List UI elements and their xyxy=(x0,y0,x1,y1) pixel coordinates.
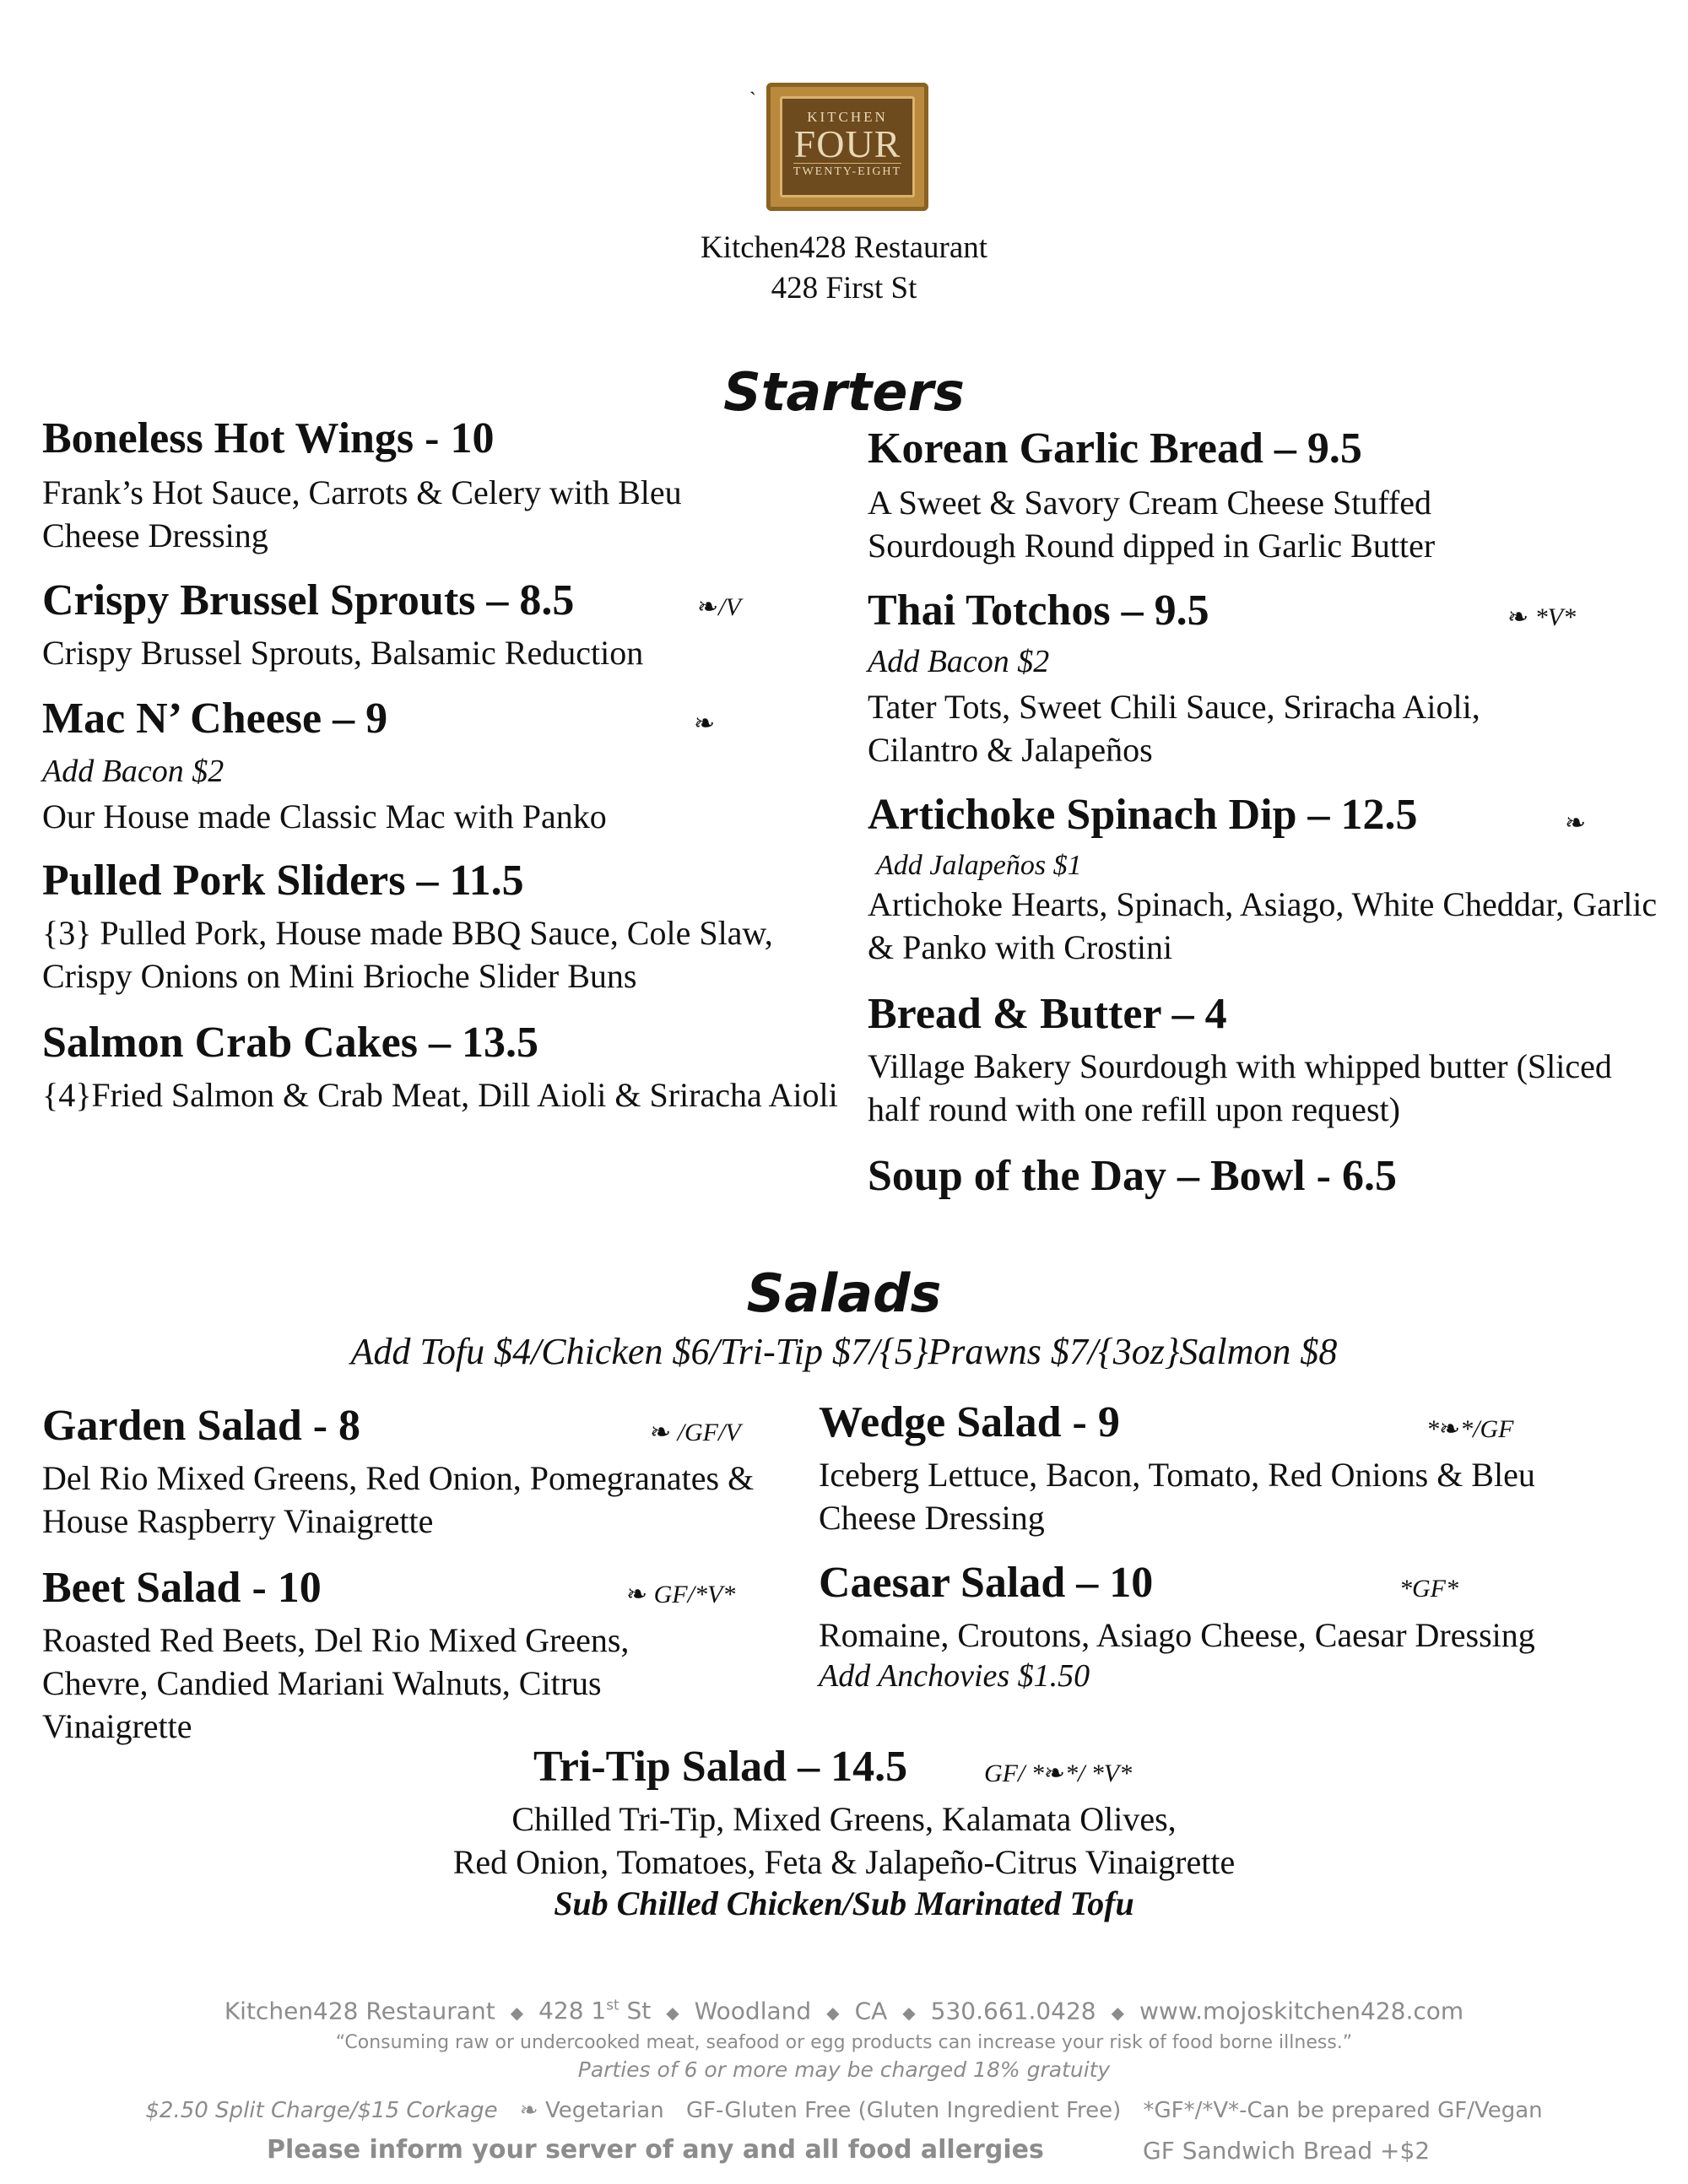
item-addon-note: Add Jalapeños $1 xyxy=(876,850,1082,881)
tri-tip-substitutions: Sub Chilled Chicken/Sub Marinated Tofu xyxy=(554,1884,1134,1922)
dietary-mark: *GF* xyxy=(1399,1575,1458,1603)
footer-gf-bread: GF Sandwich Bread +$2 xyxy=(1143,2137,1431,2165)
vegetarian-leaf-icon: ❧ xyxy=(519,2098,538,2123)
item-bread-and-butter: Bread & Butter – 4 xyxy=(868,990,1227,1038)
dietary-mark: ❧ GF/*V* xyxy=(626,1581,736,1608)
diamond-icon: ◆ xyxy=(510,2003,524,2024)
item-soup-of-the-day: Soup of the Day – Bowl - 6.5 xyxy=(868,1152,1397,1200)
diamond-icon: ◆ xyxy=(902,2003,916,2024)
item-desc-line-1: Chilled Tri-Tip, Mixed Greens, Kalamata Olives, xyxy=(511,1800,1177,1838)
item-desc: Del Rio Mixed Greens, Red Onion, Pomegranates & House Raspberry Vinaigrette xyxy=(42,1459,755,1540)
vegetarian-leaf-icon: ❧ xyxy=(697,593,719,621)
diamond-icon: ◆ xyxy=(826,2003,840,2024)
footer-phone: 530.661.0428 xyxy=(930,1997,1096,2025)
tick-mark: ` xyxy=(749,89,756,111)
item-salmon-crab-cakes: Salmon Crab Cakes – 13.5 xyxy=(42,1019,538,1067)
starters-title: Starters xyxy=(723,361,965,423)
item-desc: Frank’s Hot Sauce, Carrots & Celery with Bleu Cheese Dressing xyxy=(42,473,682,554)
item-desc: Iceberg Lettuce, Bacon, Tomato, Red Onions & Bleu Cheese Dressing xyxy=(819,1456,1535,1537)
item-beet-salad: Beet Salad - 10 xyxy=(42,1564,322,1612)
footer-allergy: Please inform your server of any and all food allergies xyxy=(267,2135,1044,2165)
footer-legend xyxy=(0,2098,1688,2123)
item-desc: Village Bakery Sourdough with whipped butter (Sliced half round with one refill upon request) xyxy=(868,1047,1612,1128)
item-desc: {3} Pulled Pork, House made BBQ Sauce, Cole Slaw, Crispy Onions on Mini Brioche Slider Buns xyxy=(42,914,773,995)
vegetarian-leaf-icon: ❧ xyxy=(694,710,716,738)
item-caesar-salad: Caesar Salad – 10 xyxy=(819,1559,1154,1607)
salads-title: Salads xyxy=(746,1262,942,1324)
item-wedge-salad: Wedge Salad - 9 xyxy=(819,1398,1120,1446)
item-garden-salad: Garden Salad - 8 xyxy=(42,1402,361,1450)
item-pulled-pork-sliders: Pulled Pork Sliders – 11.5 xyxy=(42,857,524,905)
dietary-mark: ❧ *V* xyxy=(1507,603,1576,631)
restaurant-address: 428 First St xyxy=(771,271,917,305)
item-desc: Roasted Red Beets, Del Rio Mixed Greens, Chevre, Candied Mariani Walnuts, Citrus Vinaigrette xyxy=(42,1621,630,1745)
restaurant-name: Kitchen428 Restaurant xyxy=(700,230,988,265)
diamond-icon: ◆ xyxy=(666,2003,679,2024)
item-desc: Crispy Brussel Sprouts, Balsamic Reduction xyxy=(42,634,644,672)
item-desc: Tater Tots, Sweet Chili Sauce, Sriracha Aioli, Cilantro & Jalapeños xyxy=(868,688,1480,769)
item-desc: Our House made Classic Mac with Panko xyxy=(42,797,607,835)
item-desc: Artichoke Hearts, Spinach, Asiago, White Cheddar, Garlic & Panko with Crostini xyxy=(868,885,1658,966)
item-artichoke-spinach-dip: Artichoke Spinach Dip – 12.5 xyxy=(868,791,1418,839)
footer-website[interactable]: www.mojoskitchen428.com xyxy=(1139,1997,1464,2025)
logo-text-kitchen: KITCHEN xyxy=(807,109,888,125)
diamond-icon: ◆ xyxy=(1111,2003,1125,2024)
footer-gratuity: Parties of 6 or more may be charged 18% gratuity xyxy=(577,2057,1111,2082)
vegetarian-leaf-icon: ❧ xyxy=(1439,1415,1461,1443)
dietary-mark: GF/ *❧*/ *V* xyxy=(984,1760,1133,1787)
footer-vegetarian: Vegetarian xyxy=(544,2098,664,2123)
item-addon-note: Add Anchovies $1.50 xyxy=(819,1658,1090,1694)
footer-state: CA xyxy=(854,1997,888,2025)
vegetarian-leaf-icon: ❧ xyxy=(650,1419,672,1446)
footer-prepare-note: *GF*/*V*-Can be prepared GF/Vegan xyxy=(1143,2098,1543,2123)
item-addon-note: Add Bacon $2 xyxy=(42,754,225,789)
item-boneless-hot-wings: Boneless Hot Wings - 10 xyxy=(42,414,495,462)
logo-text-twenty-eight: TWENTY-EIGHT xyxy=(793,163,901,179)
dietary-mark: ❧ /GF/V xyxy=(650,1419,741,1446)
footer-street: 428 1st St xyxy=(538,1997,652,2025)
logo-text-four: FOUR xyxy=(793,122,901,165)
item-thai-totchos: Thai Totchos – 9.5 xyxy=(868,587,1209,635)
item-desc: Romaine, Croutons, Asiago Cheese, Caesar Dressing xyxy=(819,1616,1535,1654)
footer-gluten-free: GF-Gluten Free (Gluten Ingredient Free) xyxy=(685,2098,1122,2123)
item-desc: {4}Fried Salmon & Crab Meat, Dill Aioli & Sriracha Aioli xyxy=(42,1076,838,1114)
item-korean-garlic-bread: Korean Garlic Bread – 9.5 xyxy=(868,424,1362,473)
footer-contact xyxy=(0,1997,1688,2025)
vegetarian-leaf-icon: ❧ xyxy=(1507,603,1529,631)
vegetarian-leaf-icon: ❧ xyxy=(1565,809,1587,837)
salad-addons: Add Tofu $4/Chicken $6/Tri-Tip $7/{5}Prawns $7/{3oz}Salmon $8 xyxy=(350,1331,1338,1372)
footer-city: Woodland xyxy=(694,1997,812,2025)
footer-warning: “Consuming raw or undercooked meat, seafood or egg products can increase your risk of food borne illness.” xyxy=(335,2032,1353,2053)
item-mac-n-cheese: Mac N’ Cheese – 9 xyxy=(42,695,388,743)
dietary-mark: ❧/V xyxy=(697,593,741,621)
vegetarian-leaf-icon: ❧ xyxy=(626,1581,648,1608)
item-tri-tip-salad: Tri-Tip Salad – 14.5 xyxy=(533,1743,908,1791)
item-crispy-brussel-sprouts: Crispy Brussel Sprouts – 8.5 xyxy=(42,576,575,624)
item-desc: A Sweet & Savory Cream Cheese Stuffed Sourdough Round dipped in Garlic Butter xyxy=(868,484,1436,565)
footer-name: Kitchen428 Restaurant xyxy=(224,1997,495,2025)
vegetarian-leaf-icon: ❧ xyxy=(1043,1760,1065,1787)
item-addon-note: Add Bacon $2 xyxy=(868,644,1050,679)
footer-split-charge: $2.50 Split Charge/$15 Corkage xyxy=(145,2098,498,2123)
restaurant-logo xyxy=(766,83,928,211)
item-desc-line-2: Red Onion, Tomatoes, Feta & Jalapeño-Citrus Vinaigrette xyxy=(452,1843,1236,1881)
dietary-mark: *❧*/GF xyxy=(1426,1415,1514,1443)
